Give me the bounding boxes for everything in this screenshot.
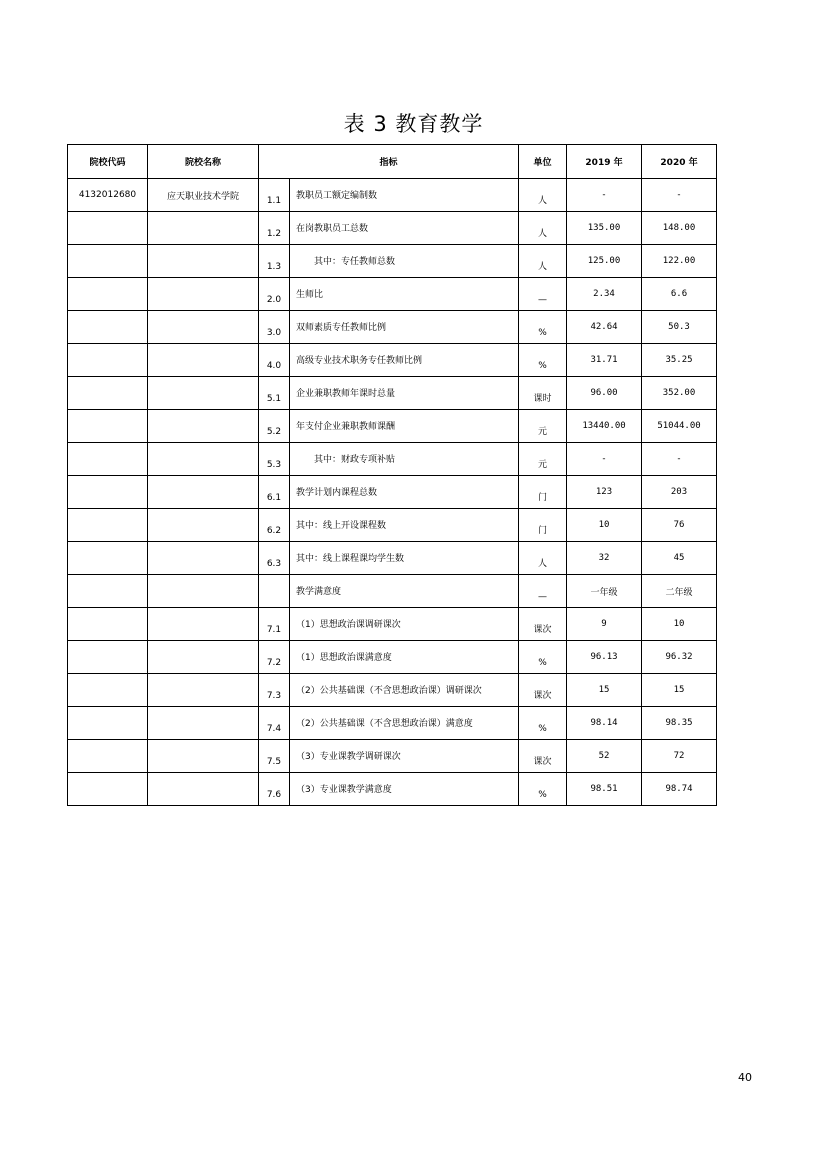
cell-indicator-number: 5.3 [259,443,290,476]
cell-2019-value: 96.13 [567,641,642,674]
cell-indicator-number: 7.2 [259,641,290,674]
cell-2020-value: 50.3 [642,311,717,344]
cell-2019-value: 98.14 [567,707,642,740]
cell-2020-value: 96.32 [642,641,717,674]
cell-unit: 课次 [519,674,567,707]
cell-indicator: 其中：线上开设课程数 [290,509,519,542]
table-row [68,707,717,740]
table-row [68,641,717,674]
cell-school-name: 应天职业技术学院 [148,179,259,212]
cell-indicator: 企业兼职教师年课时总量 [290,377,519,410]
cell-school-code [68,608,148,641]
table-row [68,509,717,542]
cell-unit: 门 [519,476,567,509]
cell-school-code [68,542,148,575]
header-unit: 单位 [519,145,567,179]
cell-unit: % [519,707,567,740]
cell-2020-value: 51044.00 [642,410,717,443]
cell-indicator: 教学满意度 [290,575,519,608]
cell-2019-value: 32 [567,542,642,575]
cell-2020-value: 35.25 [642,344,717,377]
cell-school-name [148,278,259,311]
cell-school-name [148,311,259,344]
cell-indicator-number: 7.6 [259,773,290,806]
cell-unit: % [519,641,567,674]
cell-school-code [68,278,148,311]
cell-2019-value: 52 [567,740,642,773]
table-row [68,443,717,476]
table-row [68,377,717,410]
cell-indicator: 生师比 [290,278,519,311]
cell-unit: 课时 [519,377,567,410]
cell-school-code [68,641,148,674]
cell-2020-value: 148.00 [642,212,717,245]
cell-2019-value: 31.71 [567,344,642,377]
table-row [68,674,717,707]
cell-indicator: 其中：线上课程课均学生数 [290,542,519,575]
cell-unit: — [519,278,567,311]
table-row [68,740,717,773]
cell-school-name [148,641,259,674]
cell-unit: 课次 [519,608,567,641]
cell-school-name [148,245,259,278]
cell-indicator: 高级专业技术职务专任教师比例 [290,344,519,377]
cell-2019-value: 96.00 [567,377,642,410]
table-row [68,311,717,344]
cell-school-code [68,377,148,410]
cell-school-name [148,212,259,245]
cell-unit: 人 [519,542,567,575]
page-number: 40 [738,1071,752,1084]
cell-indicator: 其中：财政专项补贴 [290,443,519,476]
cell-2020-value: 72 [642,740,717,773]
cell-indicator: 教学计划内课程总数 [290,476,519,509]
cell-unit: 元 [519,443,567,476]
cell-indicator: 年支付企业兼职教师课酬 [290,410,519,443]
cell-2019-value: 一年级 [567,575,642,608]
cell-2019-value: 98.51 [567,773,642,806]
cell-indicator-number: 2.0 [259,278,290,311]
cell-school-code [68,740,148,773]
cell-2020-value: 二年级 [642,575,717,608]
cell-school-code [68,212,148,245]
table-row [68,179,717,212]
cell-2020-value: 352.00 [642,377,717,410]
cell-indicator-number: 6.2 [259,509,290,542]
cell-school-name [148,773,259,806]
table-row [68,608,717,641]
cell-indicator: （1）思想政治课满意度 [290,641,519,674]
header-indicator: 指标 [259,145,519,179]
cell-2020-value: 76 [642,509,717,542]
table-row [68,773,717,806]
cell-2019-value: - [567,443,642,476]
cell-indicator: （3）专业课教学满意度 [290,773,519,806]
cell-indicator: （1）思想政治课调研课次 [290,608,519,641]
cell-school-name [148,740,259,773]
cell-indicator-number: 6.1 [259,476,290,509]
cell-unit: % [519,344,567,377]
cell-school-name [148,476,259,509]
cell-indicator-number: 7.4 [259,707,290,740]
cell-2020-value: 15 [642,674,717,707]
cell-indicator: （3）专业课教学调研课次 [290,740,519,773]
cell-school-name [148,410,259,443]
cell-2019-value: 15 [567,674,642,707]
cell-school-code [68,476,148,509]
header-2020: 2020 年 [642,145,717,179]
table-row [68,278,717,311]
table-row [68,344,717,377]
cell-indicator-number: 1.3 [259,245,290,278]
cell-2019-value: - [567,179,642,212]
cell-school-code [68,575,148,608]
cell-2020-value: 6.6 [642,278,717,311]
cell-2020-value: 98.74 [642,773,717,806]
cell-school-code [68,311,148,344]
cell-2019-value: 2.34 [567,278,642,311]
cell-2020-value: 10 [642,608,717,641]
cell-indicator: 其中：专任教师总数 [290,245,519,278]
cell-school-code [68,245,148,278]
cell-2020-value: 45 [642,542,717,575]
cell-2019-value: 10 [567,509,642,542]
cell-indicator: （2）公共基础课（不含思想政治课）调研课次 [290,674,519,707]
cell-2020-value: - [642,443,717,476]
cell-indicator-number: 4.0 [259,344,290,377]
cell-indicator: （2）公共基础课（不含思想政治课）满意度 [290,707,519,740]
cell-indicator-number: 7.5 [259,740,290,773]
cell-school-code [68,443,148,476]
cell-school-name [148,377,259,410]
cell-unit: % [519,773,567,806]
table-row [68,410,717,443]
cell-2020-value: 98.35 [642,707,717,740]
cell-2020-value: - [642,179,717,212]
cell-school-code [68,674,148,707]
cell-school-code [68,344,148,377]
header-code: 院校代码 [68,145,148,179]
cell-unit: % [519,311,567,344]
cell-indicator-number [259,575,290,608]
cell-school-code [68,707,148,740]
cell-school-code [68,509,148,542]
education-teaching-table [67,144,717,806]
cell-school-name [148,344,259,377]
cell-unit: 人 [519,179,567,212]
cell-school-name [148,674,259,707]
cell-indicator-number: 3.0 [259,311,290,344]
cell-2019-value: 13440.00 [567,410,642,443]
cell-2020-value: 203 [642,476,717,509]
cell-indicator-number: 5.2 [259,410,290,443]
cell-unit: 人 [519,212,567,245]
cell-indicator: 双师素质专任教师比例 [290,311,519,344]
table-row [68,476,717,509]
cell-school-name [148,542,259,575]
cell-school-name [148,608,259,641]
cell-unit: 人 [519,245,567,278]
header-2019: 2019 年 [567,145,642,179]
cell-school-name [148,575,259,608]
cell-indicator: 在岗教职员工总数 [290,212,519,245]
table-header-row [68,145,717,179]
page-title: 表 3 教育教学 [343,112,484,136]
cell-2019-value: 125.00 [567,245,642,278]
table-row [68,542,717,575]
table-row [68,245,717,278]
cell-unit: — [519,575,567,608]
cell-2019-value: 123 [567,476,642,509]
cell-unit: 元 [519,410,567,443]
cell-indicator-number: 5.1 [259,377,290,410]
header-name: 院校名称 [148,145,259,179]
cell-school-code: 4132012680 [68,179,148,212]
cell-indicator: 教职员工额定编制数 [290,179,519,212]
cell-2020-value: 122.00 [642,245,717,278]
cell-school-code [68,773,148,806]
table-row [68,212,717,245]
cell-indicator-number: 7.1 [259,608,290,641]
cell-2019-value: 135.00 [567,212,642,245]
table-row [68,575,717,608]
cell-indicator-number: 7.3 [259,674,290,707]
cell-unit: 课次 [519,740,567,773]
cell-unit: 门 [519,509,567,542]
cell-indicator-number: 1.1 [259,179,290,212]
cell-indicator-number: 1.2 [259,212,290,245]
table-body [68,179,717,806]
cell-school-code [68,410,148,443]
cell-indicator-number: 6.3 [259,542,290,575]
cell-school-name [148,707,259,740]
cell-2019-value: 42.64 [567,311,642,344]
cell-2019-value: 9 [567,608,642,641]
cell-school-name [148,509,259,542]
cell-school-name [148,443,259,476]
